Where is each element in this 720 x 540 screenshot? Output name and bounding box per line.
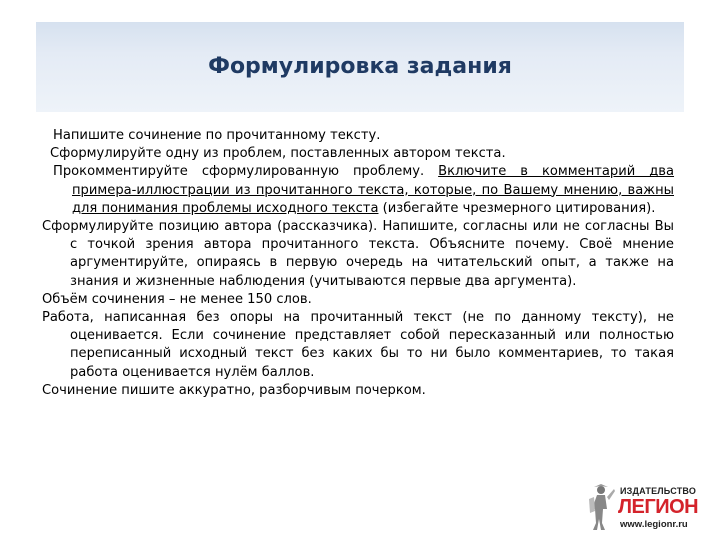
task-text bbox=[42, 127, 674, 400]
publisher-logo bbox=[586, 483, 704, 531]
task-line-write-essay: Напишите сочинение по прочитанному тексту. bbox=[53, 128, 381, 143]
title-banner bbox=[36, 22, 684, 112]
slide-title: Формулировка задания bbox=[208, 54, 512, 79]
publisher-label: ИЗДАТЕЛЬСТВО bbox=[620, 486, 697, 496]
legionnaire-icon bbox=[586, 483, 616, 531]
task-line-evaluation: Работа, написанная без опоры на прочитанный текст (не по данному тексту), не оценивается. Если сочинение представляет собой пересказанный или полностью переписанный исходный текст без каких бы то ни было комментариев, то такая работа оценивается нулём баллов. bbox=[42, 310, 674, 380]
comment-underlined: Включите в комментарий два примера-иллюстрации из прочитанного текста, которые, по Вашему мнению, важны для понимания проблемы исходного текста bbox=[72, 164, 675, 216]
task-line-author-position: Сформулируйте позицию автора (рассказчика). Напишите, согласны или не согласны Вы с точкой зрения автора прочитанного текста. Объясните почему. Своё мнение аргументируйте, опираясь в первую очередь на читательский опыт, а также на знания и жизненные наблюдения (учитываются первые два аргумента). bbox=[42, 219, 674, 289]
comment-outro: (избегайте чрезмерного цитирования). bbox=[378, 200, 656, 216]
comment-intro: Прокомментируйте сформулированную проблему. bbox=[53, 164, 439, 180]
task-line-comment bbox=[42, 163, 674, 218]
brand-name: ЛЕГИОН bbox=[618, 496, 699, 518]
publisher-site: www.legionr.ru bbox=[620, 519, 688, 530]
task-line-volume: Объём сочинения – не менее 150 слов. bbox=[42, 291, 312, 307]
task-line-formulate-problem: Сформулируйте одну из проблем, поставленных автором текста. bbox=[50, 146, 506, 162]
task-line-handwriting: Сочинение пишите аккуратно, разборчивым почерком. bbox=[42, 382, 426, 398]
